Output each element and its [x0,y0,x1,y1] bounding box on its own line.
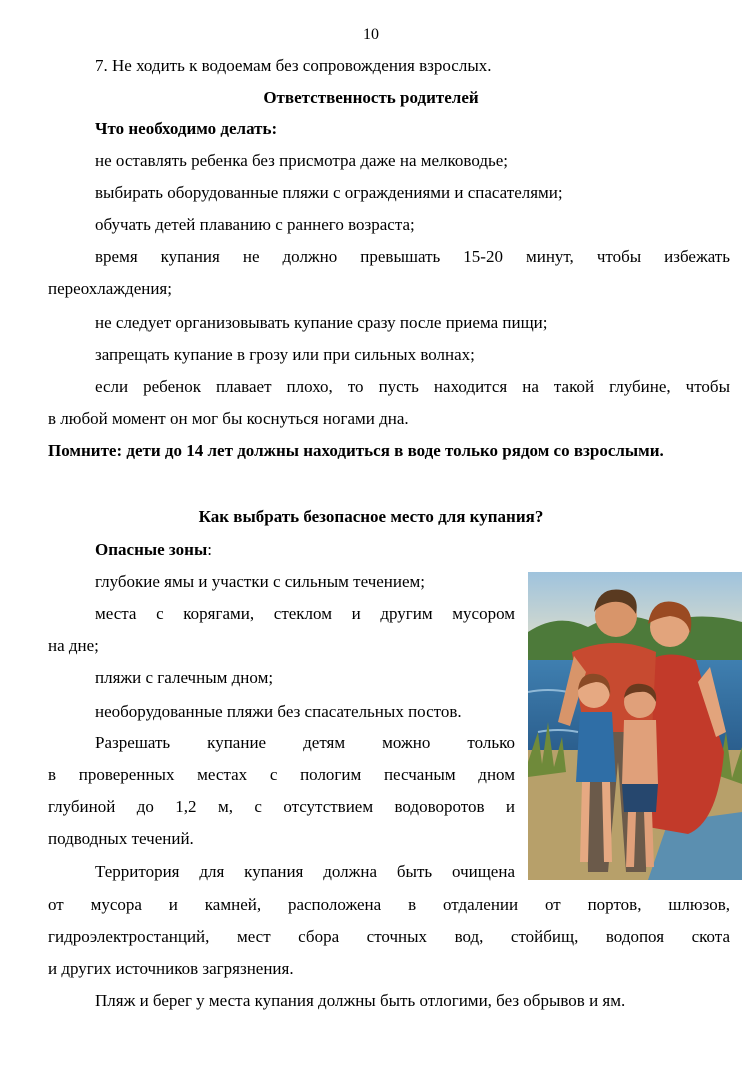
parents-item-continued: в любой момент он мог бы коснуться ногами дна. [48,409,409,428]
place-line: глубокие ямы и участки с сильным течением; [95,572,426,591]
place-line: гидроэлектростанций, мест сбора сточных вод, стойбищ, водопоя скота [48,927,730,946]
place-line: от мусора и камней, расположена в отдалении от портов, шлюзов, [48,895,730,914]
place-line: в проверенных местах с пологим песчаным дном [48,765,515,784]
place-line: Пляж и берег у места купания должны быть отлогими, без обрывов и ям. [95,991,626,1010]
place-line: на дне; [48,636,99,655]
parents-item: запрещать купание в грозу или при сильных волнах; [95,345,475,364]
place-line: глубиной до 1,2 м, с отсутствием водоворотов и [48,797,515,816]
parents-item: не следует организовывать купание сразу после приема пищи; [95,313,548,332]
parents-item: не оставлять ребенка без присмотра даже на мелководье; [95,151,509,170]
place-heading: Как выбрать безопасное место для купания? [198,507,544,526]
place-line: и других источников загрязнения. [48,959,294,978]
dangerous-zones-label: Опасные зоны [95,540,208,559]
parents-item: время купания не должно превышать 15-20 минут, чтобы избежать [95,247,730,266]
parents-item-continued: переохлаждения; [48,279,172,298]
dangerous-zones-colon: : [207,540,212,559]
parents-item: обучать детей плаванию с раннего возраста; [95,215,415,234]
parents-subheading: Что необходимо делать: [95,119,278,138]
page-number: 10 [363,26,379,43]
rule-7: 7. Не ходить к водоемам без сопровождения взрослых. [95,56,492,75]
place-subheading [95,540,212,560]
parents-heading: Ответственность родителей [263,88,479,107]
place-line: Территория для купания должна быть очищена [95,862,515,881]
family-illustration [528,572,742,880]
place-line: места с корягами, стеклом и другим мусором [95,604,515,623]
place-line: Разрешать купание детям можно только [95,733,515,752]
parents-item: если ребенок плавает плохо, то пусть находится на такой глубине, чтобы [95,377,730,396]
reminder-text: Помните: дети до 14 лет должны находиться в воде только рядом со взрослыми. [48,441,664,460]
place-line: необорудованные пляжи без спасательных постов. [95,702,462,721]
parents-item: выбирать оборудованные пляжи с ограждениями и спасателями; [95,183,563,202]
place-line: подводных течений. [48,829,194,848]
place-line: пляжи с галечным дном; [95,668,274,687]
